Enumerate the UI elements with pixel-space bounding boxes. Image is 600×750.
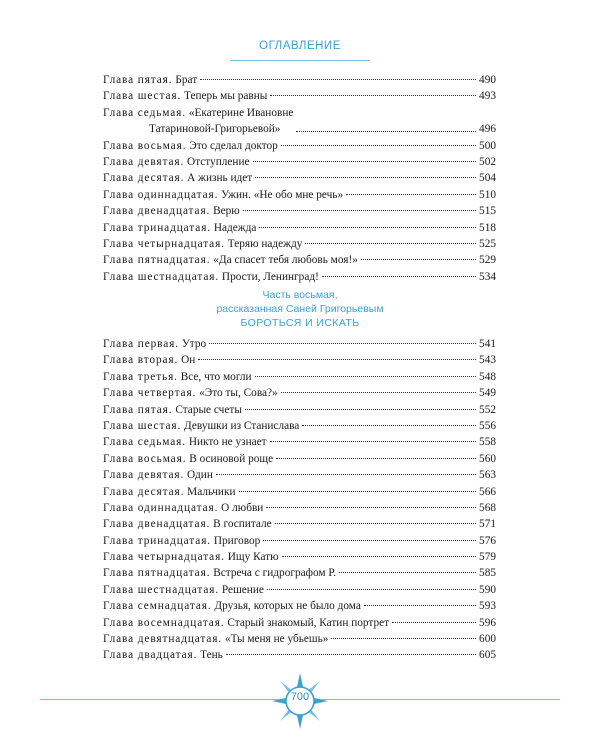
dot-leader — [253, 161, 477, 162]
toc-entry — [103, 467, 496, 483]
toc-entry — [103, 565, 496, 581]
page-ref: 605 — [479, 649, 496, 662]
dot-leader — [259, 227, 476, 228]
chapter-number: Глава четвертая. — [103, 387, 197, 400]
toc-entry-label — [103, 549, 279, 565]
toc-entry — [103, 451, 496, 467]
chapter-title: Старый знакомый, Катин портрет — [227, 616, 390, 629]
chapter-title: Старые счеты — [175, 403, 242, 416]
page-ref: 585 — [479, 567, 496, 580]
toc-entry-label — [103, 647, 223, 663]
dot-leader — [322, 276, 476, 277]
chapter-title: Теперь мы равны — [184, 90, 268, 103]
toc-entry — [103, 72, 496, 88]
page-ref: 490 — [479, 74, 496, 86]
chapter-title-continued: Татариновой-Григорьевой» — [149, 123, 281, 136]
dot-leader — [216, 474, 476, 475]
chapter-title: Теряю надежду — [227, 237, 303, 250]
toc-entry-label — [103, 533, 260, 549]
page-ref: 504 — [479, 172, 496, 185]
toc-list-part-7 — [103, 72, 496, 285]
toc-entry — [103, 352, 496, 368]
toc-entry — [103, 220, 496, 236]
toc-entry-label — [103, 484, 236, 500]
toc-entry-label — [103, 170, 252, 186]
chapter-number: Глава двенадцатая. — [103, 518, 211, 531]
toc-entry-label — [103, 615, 389, 631]
dot-leader — [267, 589, 476, 590]
toc-entry-label — [103, 220, 256, 236]
dot-leader — [266, 507, 476, 508]
page-ref: 600 — [479, 633, 496, 646]
page-ref: 518 — [479, 221, 496, 234]
toc-entry-label — [103, 252, 358, 268]
dot-leader — [302, 425, 476, 426]
chapter-title: О любви — [221, 501, 264, 514]
chapter-number: Глава восьмая. — [103, 452, 187, 465]
footer-divider-right — [318, 699, 560, 700]
chapter-number: Глава восемнадцатая. — [103, 616, 225, 629]
page-ref: 493 — [479, 90, 496, 103]
chapter-number: Глава десятая. — [103, 485, 185, 498]
chapter-title: «Это ты, Сова?» — [199, 387, 278, 400]
dot-leader — [331, 638, 476, 639]
dot-leader — [361, 259, 476, 260]
toc-entry — [103, 516, 496, 532]
chapter-number: Глава седьмая. — [103, 106, 186, 119]
dot-leader — [281, 392, 476, 393]
toc-entry — [103, 88, 496, 104]
toc-entry-label — [103, 236, 302, 252]
page-ref: 502 — [479, 155, 496, 168]
chapter-number: Глава четырнадцатая. — [103, 237, 225, 250]
chapter-title: Тень — [200, 649, 223, 662]
dot-leader — [200, 79, 476, 80]
chapter-title: Ужин. «Не обо мне речь» — [221, 188, 344, 201]
toc-entry-label — [103, 187, 343, 203]
toc-entry — [103, 138, 496, 154]
toc-entry-label — [103, 598, 361, 614]
page-ref: 529 — [479, 254, 496, 267]
toc-entry — [103, 484, 496, 500]
chapter-title: Отступление — [187, 155, 250, 168]
toc-entry-label — [103, 203, 240, 219]
part-number: Часть восьмая, — [262, 289, 338, 301]
toc-entry-label — [103, 88, 267, 104]
chapter-title: В госпитале — [213, 518, 272, 531]
chapter-number: Глава десятая. — [103, 172, 185, 185]
toc-entry — [103, 203, 496, 219]
dot-leader — [296, 131, 476, 132]
chapter-number: Глава одиннадцатая. — [103, 501, 219, 514]
chapter-number: Глава двенадцатая. — [103, 205, 211, 218]
part-title: БОРОТЬСЯ И ИСКАТЬ — [240, 317, 360, 329]
dot-leader — [243, 210, 476, 211]
chapter-number: Глава шестая. — [103, 419, 182, 432]
chapter-number: Глава шестая. — [103, 90, 182, 103]
chapter-title: Он — [181, 354, 196, 367]
toc-entry-label — [103, 565, 336, 581]
chapter-title: Встреча с гидрографом Р. — [213, 567, 337, 580]
page-ref: 579 — [479, 551, 496, 564]
chapter-number: Глава третья. — [103, 370, 178, 383]
chapter-title: Утро — [181, 338, 207, 350]
toc-entry-label — [103, 631, 328, 647]
page-ref: 525 — [479, 237, 496, 250]
dot-leader — [198, 359, 476, 360]
part-heading — [0, 288, 600, 330]
dot-leader — [255, 376, 476, 377]
chapter-title: Брат — [175, 74, 198, 86]
chapter-title: Один — [187, 469, 213, 482]
page-ref: 593 — [479, 600, 496, 613]
header-divider — [230, 60, 370, 61]
page-number: 700 — [290, 691, 310, 703]
toc-entry-label — [103, 582, 264, 598]
chapter-number: Глава девятая. — [103, 155, 185, 168]
chapter-number: Глава одиннадцатая. — [103, 188, 219, 201]
chapter-number: Глава семнадцатая. — [103, 600, 212, 613]
chapter-number: Глава тринадцатая. — [103, 221, 212, 234]
chapter-number: Глава пятнадцатая. — [103, 254, 211, 267]
toc-entry — [103, 105, 496, 138]
toc-entry — [103, 385, 496, 401]
page-ref: 543 — [479, 354, 496, 367]
page-ref: 552 — [479, 403, 496, 416]
chapter-number: Глава пятнадцатая. — [103, 567, 211, 580]
chapter-number: Глава шестнадцатая. — [103, 583, 220, 596]
chapter-title: Все, что могли — [180, 370, 252, 383]
page-ref: 556 — [479, 419, 496, 432]
page-ref: 596 — [479, 616, 496, 629]
toc-entry-label — [103, 154, 250, 170]
chapter-number: Глава четырнадцатая. — [103, 551, 225, 564]
chapter-number: Глава пятая. — [103, 74, 173, 86]
footer-divider-left — [40, 699, 283, 700]
chapter-number: Глава вторая. — [103, 354, 179, 367]
chapter-number: Глава тринадцатая. — [103, 534, 212, 547]
toc-entry — [103, 533, 496, 549]
toc-entry — [103, 631, 496, 647]
chapter-number: Глава шестнадцатая. — [103, 270, 220, 283]
chapter-number: Глава первая. — [103, 338, 179, 350]
dot-leader — [209, 343, 476, 344]
part-narrator: рассказанная Саней Григорьевым — [216, 303, 384, 315]
toc-entry — [103, 269, 496, 285]
dot-leader — [226, 654, 476, 655]
page-ref: 566 — [479, 485, 496, 498]
page-ref: 541 — [479, 338, 496, 350]
chapter-title: Это сделал доктор — [189, 139, 278, 152]
chapter-title: Девушки из Станислава — [184, 419, 300, 432]
page-title: ОГЛАВЛЕНИЕ — [259, 40, 341, 52]
toc-entry-label — [103, 434, 267, 450]
toc-entry — [103, 187, 496, 203]
chapter-title: «Екатерине Ивановне — [188, 106, 294, 119]
toc-entry-label — [103, 467, 213, 483]
page-ref: 496 — [479, 123, 496, 136]
toc-entry-label — [103, 352, 195, 368]
toc-entry-label — [103, 138, 278, 154]
chapter-title: «Ты меня не убьешь» — [224, 633, 329, 646]
dot-leader — [270, 95, 476, 96]
toc-entry — [103, 500, 496, 516]
toc-entry — [103, 170, 496, 186]
dot-leader — [239, 491, 477, 492]
chapter-number: Глава восьмая. — [103, 139, 187, 152]
page-ref: 590 — [479, 583, 496, 596]
page-ref: 534 — [479, 270, 496, 283]
page-ref: 500 — [479, 139, 496, 152]
page-ref: 568 — [479, 501, 496, 514]
chapter-title: А жизнь идет — [187, 172, 253, 185]
page-ref: 558 — [479, 436, 496, 449]
page-ref: 510 — [479, 188, 496, 201]
chapter-title: Прости, Ленинград! — [221, 270, 319, 283]
toc-entry — [103, 402, 496, 418]
dot-leader — [275, 523, 476, 524]
dot-leader — [364, 605, 476, 606]
chapter-title: Друзья, которых не было дома — [214, 600, 361, 613]
chapter-number: Глава девятнадцатая. — [103, 633, 223, 646]
toc-entry — [103, 549, 496, 565]
toc-entry-label — [103, 105, 293, 138]
dot-leader — [339, 572, 476, 573]
toc-entry — [103, 236, 496, 252]
toc-entry-label — [103, 402, 242, 418]
toc-entry-label — [103, 72, 197, 88]
toc-entry — [103, 369, 496, 385]
toc-entry-label — [103, 516, 272, 532]
chapter-title: Никто не узнает — [188, 436, 267, 449]
toc-entry — [103, 647, 496, 663]
page-ref: 549 — [479, 387, 496, 400]
toc-entry — [103, 434, 496, 450]
page-ref: 515 — [479, 205, 496, 218]
chapter-title: Верю — [213, 205, 240, 218]
toc-entry-label — [103, 269, 319, 285]
toc-entry-label-line1 — [103, 105, 293, 121]
chapter-number: Глава пятая. — [103, 403, 173, 416]
chapter-title: Приговор — [213, 534, 261, 547]
toc-entry — [103, 582, 496, 598]
page-ref: 563 — [479, 469, 496, 482]
toc-entry — [103, 252, 496, 268]
dot-leader — [276, 458, 476, 459]
dot-leader — [282, 556, 476, 557]
chapter-title: В осиновой роще — [189, 452, 274, 465]
dot-leader — [255, 177, 476, 178]
dot-leader — [270, 441, 476, 442]
dot-leader — [346, 194, 476, 195]
page-ref: 571 — [479, 518, 496, 531]
chapter-title: «Да спасет тебя любовь моя!» — [213, 254, 358, 267]
toc-entry-label — [103, 451, 273, 467]
dot-leader — [281, 145, 476, 146]
dot-leader — [263, 540, 476, 541]
toc-entry-label — [103, 369, 252, 385]
dot-leader — [392, 622, 476, 623]
toc-entry-label — [103, 385, 278, 401]
toc-entry — [103, 418, 496, 434]
toc-entry-label — [103, 336, 206, 352]
toc-entry — [103, 154, 496, 170]
chapter-title: Надежда — [213, 221, 257, 234]
chapter-number: Глава седьмая. — [103, 436, 186, 449]
toc-list-part-8 — [103, 336, 496, 664]
toc-entry — [103, 598, 496, 614]
toc-entry-label — [103, 500, 263, 516]
toc-entry — [103, 336, 496, 352]
dot-leader — [245, 409, 476, 410]
chapter-title: Мальчики — [187, 485, 236, 498]
page-ref: 548 — [479, 370, 496, 383]
chapter-number: Глава девятая. — [103, 469, 185, 482]
dot-leader — [305, 243, 476, 244]
chapter-title: Решение — [221, 583, 264, 596]
chapter-number: Глава двадцатая. — [103, 649, 198, 662]
chapter-title: Ищу Катю — [227, 551, 279, 564]
page-ref: 560 — [479, 452, 496, 465]
toc-entry — [103, 615, 496, 631]
toc-entry-label — [103, 418, 299, 434]
page-ref: 576 — [479, 534, 496, 547]
